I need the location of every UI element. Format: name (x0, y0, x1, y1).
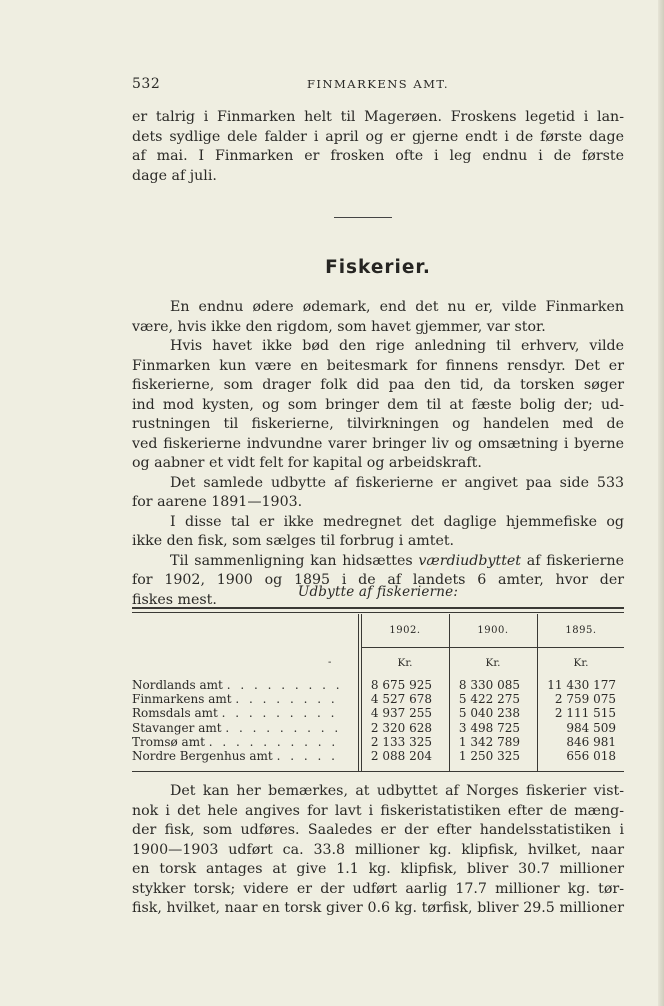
leader-dots: . . . . . . . . . (225, 720, 342, 735)
table-row (132, 721, 624, 735)
intro-paragraph (132, 108, 624, 186)
value-1900: 1 342 789 (458, 734, 520, 749)
unit-label: Kr. (573, 657, 589, 669)
table-body (132, 678, 624, 763)
text-line: nok i det hele angives for lavt i fiskeristatistiken efter de mæng- (132, 802, 624, 819)
text-line: ikke den fisk, som sælges til forbrug i amtet. (132, 533, 455, 549)
row-name: Nordre Bergenhus amt (132, 748, 273, 763)
value-1895: 2 111 515 (554, 706, 616, 721)
text-line: fiskes mest. (132, 591, 217, 608)
table-top-rule-thin (132, 612, 624, 613)
table-row (132, 678, 624, 692)
leader-dots: . . . . . (276, 748, 338, 763)
text-line: dets sydlige dele falder i april og er gjerne endt i de første dage (132, 128, 624, 145)
text-line (132, 552, 624, 572)
value-1900: 5 040 238 (458, 706, 520, 721)
unit-label: Kr. (485, 657, 501, 669)
value-1902: 8 675 925 (370, 678, 432, 692)
yield-table (132, 607, 624, 773)
page-number: 532 (132, 76, 161, 92)
leader-dots: . . . . . . . . (235, 692, 338, 707)
text-line: er talrig i Finmarken helt til Magerøen. Froskens legetid i lan- (132, 109, 624, 125)
text-line: Hvis havet ikke bød den rige anledning til erhverv, vilde (170, 338, 624, 354)
section-separator (334, 217, 392, 218)
text-line: ved fiskerierne indvundne varer bringer liv og omsætning i byerne (132, 435, 624, 452)
section-heading: Fiskerier. (325, 257, 431, 278)
text-line: for 1902, 1900 og 1895 i de af landets 6 amter, hvor der (132, 572, 624, 588)
text-line: der fisk, som udføres. Saaledes er der efter handelsstatistiken i (132, 822, 624, 838)
table-row (132, 749, 624, 763)
text-line: en torsk antages at give 1.1 kg. klipfisk, bliver 30.7 millioner (132, 861, 624, 877)
column-header-1895: 1895. (565, 625, 597, 636)
text-line: rustningen til fiskerierne, tilvirkningen og handelen med de (132, 416, 624, 432)
text-line: stykker torsk; videre er der udført aarlig 17.7 millioner kg. tør- (132, 880, 624, 897)
table-row (132, 735, 624, 749)
text-line: Finmarken kun være en beitesmark for finnens rensdyr. Det er (132, 357, 624, 374)
row-marker: - (328, 657, 332, 668)
value-1895: 846 981 (566, 734, 616, 749)
text-line: Det kan her bemærkes, at udbyttet af Norges fiskerier vist- (170, 783, 624, 799)
value-1895: 11 430 177 (547, 678, 616, 692)
closing-paragraph (132, 782, 624, 919)
text-line: 1900—1903 udført ca. 33.8 millioner kg. klipfisk, hvilket, naar (132, 841, 624, 858)
leader-dots: . . . . . . . . . . (208, 734, 339, 749)
text-line: for aarene 1891—1903. (132, 494, 303, 510)
text-line: ind mod kysten, og som bringer dem til at fæste bolig der; ud- (132, 396, 624, 413)
row-name: Tromsø amt (132, 734, 205, 749)
value-1902: 4 937 255 (370, 706, 432, 721)
value-1902: 2 320 628 (370, 720, 432, 735)
value-1900: 5 422 275 (458, 692, 520, 707)
leader-dots: . . . . . . . . . (226, 678, 343, 692)
table-top-rule (132, 607, 624, 609)
running-head (132, 76, 624, 96)
value-1902: 4 527 678 (370, 692, 432, 707)
value-1895: 656 018 (566, 748, 616, 763)
text-line: være, hvis ikke den rigdom, som havet gjemmer, var stor. (132, 318, 546, 335)
page-edge-shadow (658, 0, 664, 1006)
row-name: Stavanger amt (132, 720, 222, 735)
row-name: Romsdals amt (132, 706, 218, 721)
value-1902: 2 133 325 (370, 734, 432, 749)
leader-dots: . . . . . . . . . (221, 706, 338, 721)
comparison-text-start: Til sammenligning kan hidsættes (170, 552, 413, 569)
text-line: dage af juli. (132, 167, 217, 184)
table-row (132, 706, 624, 720)
text-line: I disse tal er ikke medregnet det daglige hjemmefiske og (170, 513, 624, 530)
row-name: Finmarkens amt (132, 692, 232, 707)
text-line: fiskerierne, som drager folk did paa den tid, da torsken søger (132, 377, 624, 393)
value-1900: 3 498 725 (458, 720, 520, 735)
body-text (132, 298, 624, 610)
comparison-text-end: af fiskerierne (526, 552, 624, 569)
column-header-1900: 1900. (477, 625, 509, 636)
table-caption: Udbytte af fiskerierne: (297, 584, 459, 600)
text-line: af mai. I Finmarken er frosken ofte i leg endnu i de første (132, 148, 624, 164)
value-1900: 1 250 325 (458, 748, 520, 763)
text-line: og aabner et vidt felt for kapital og arbeidskraft. (132, 455, 482, 471)
value-1900: 8 330 085 (458, 678, 520, 692)
running-title: FINMARKENS AMT. (306, 77, 450, 91)
value-1895: 2 759 075 (554, 692, 616, 707)
comparison-italic-term: værdiudbyttet (418, 552, 521, 569)
table-bottom-rule (132, 771, 624, 772)
table-header-rule (361, 647, 624, 648)
text-line: fisk, hvilket, naar en torsk giver 0.6 kg. tørfisk, bliver 29.5 millioner (132, 900, 624, 916)
row-name: Nordlands amt (132, 678, 223, 692)
value-1895: 984 509 (566, 720, 616, 735)
table-row (132, 692, 624, 706)
unit-label: Kr. (397, 657, 413, 669)
column-header-1902: 1902. (389, 625, 421, 636)
value-1902: 2 088 204 (370, 748, 432, 763)
text-line: Det samlede udbytte af fiskerierne er angivet paa side 533 (170, 474, 624, 491)
text-line: En endnu ødere ødemark, end det nu er, vilde Finmarken (170, 299, 624, 315)
